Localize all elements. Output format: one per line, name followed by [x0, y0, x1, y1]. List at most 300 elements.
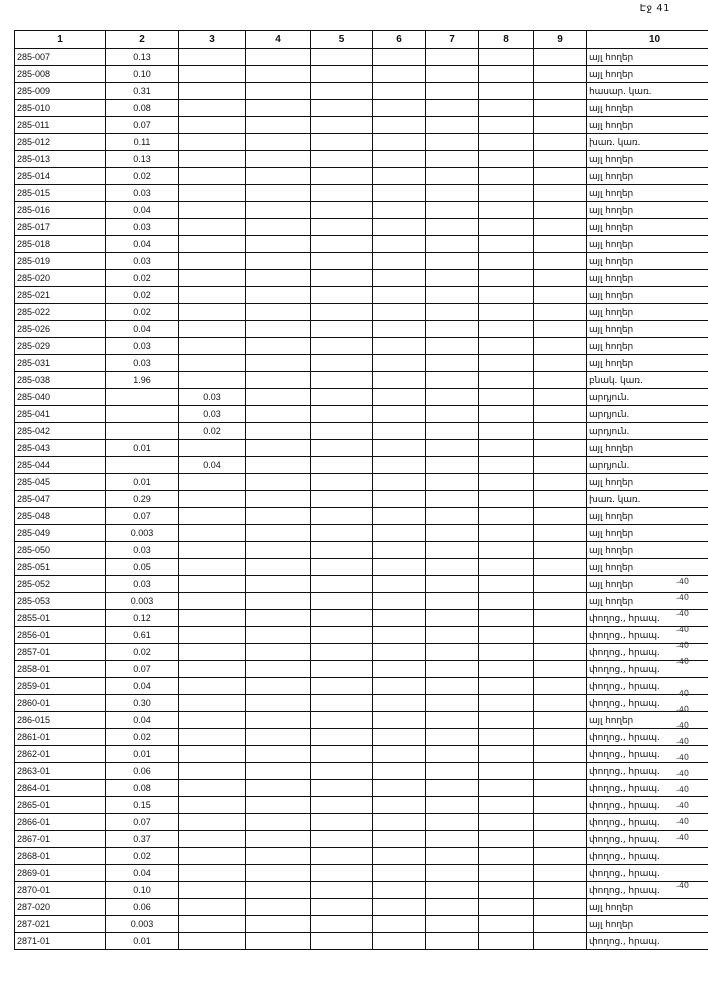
- cell-note: [587, 695, 708, 712]
- table-header: [15, 31, 708, 49]
- cell-col8: [479, 423, 534, 440]
- cell-col2: [106, 406, 179, 423]
- cell-col4: [246, 627, 311, 644]
- cell-col7: [426, 542, 479, 559]
- margin-note: -40: [675, 624, 690, 635]
- cell-col9: [534, 763, 587, 780]
- cell-col5: [311, 848, 373, 865]
- cell-code: 2865-01: [15, 797, 106, 814]
- cell-col2: 0.29: [106, 491, 179, 508]
- cell-col5: [311, 287, 373, 304]
- cell-code: 287-020: [15, 899, 106, 916]
- cell-col8: [479, 253, 534, 270]
- cell-col5: [311, 746, 373, 763]
- cell-col7: [426, 219, 479, 236]
- cell-col7: [426, 372, 479, 389]
- cell-col8: [479, 576, 534, 593]
- cell-col6: [373, 576, 426, 593]
- cell-col2: 0.03: [106, 576, 179, 593]
- note-text: խառ. կառ.: [589, 494, 641, 505]
- cell-col7: [426, 253, 479, 270]
- cell-col6: [373, 134, 426, 151]
- cell-col7: [426, 474, 479, 491]
- table-row: [15, 933, 708, 950]
- note-text: այլ հողեր: [589, 273, 634, 284]
- cell-col6: [373, 593, 426, 610]
- table-row: [15, 661, 708, 678]
- cell-col8: [479, 933, 534, 950]
- cell-col3: [179, 491, 246, 508]
- cell-note: [587, 624, 708, 644]
- table-row: [15, 253, 708, 270]
- cell-col2: 0.15: [106, 797, 179, 814]
- cell-col7: [426, 389, 479, 406]
- cell-col9: [534, 253, 587, 270]
- cell-col9: [534, 729, 587, 746]
- cell-col9: [534, 440, 587, 457]
- cell-col7: [426, 287, 479, 304]
- cell-col3: [179, 287, 246, 304]
- note-text: այլ հողեր: [589, 511, 634, 522]
- cell-code: 287-021: [15, 916, 106, 933]
- table-row: [15, 270, 708, 287]
- cell-col8: [479, 797, 534, 814]
- cell-col9: [534, 508, 587, 525]
- cell-code: 2861-01: [15, 729, 106, 746]
- cell-col5: [311, 49, 373, 66]
- note-text: այլ հողեր: [589, 715, 634, 726]
- column-header-5: 5: [311, 31, 373, 49]
- cell-code: 285-045: [15, 474, 106, 491]
- cell-col8: [479, 117, 534, 134]
- cell-col7: [426, 134, 479, 151]
- cell-col5: [311, 508, 373, 525]
- cell-note: [587, 236, 708, 253]
- table-row: [15, 491, 708, 508]
- cell-col7: [426, 916, 479, 933]
- cell-col2: 0.03: [106, 185, 179, 202]
- note-text: փողոց., հրապ.: [589, 800, 660, 811]
- column-header-3: 3: [179, 31, 246, 49]
- cell-col6: [373, 610, 426, 627]
- column-header-6: 6: [373, 31, 426, 49]
- cell-col5: [311, 491, 373, 508]
- cell-col6: [373, 389, 426, 406]
- cell-col7: [426, 593, 479, 610]
- cell-col8: [479, 644, 534, 661]
- cell-col7: [426, 627, 479, 644]
- table-row: [15, 457, 708, 474]
- cell-col6: [373, 831, 426, 848]
- cell-col9: [534, 593, 587, 610]
- cell-col2: 0.31: [106, 83, 179, 100]
- cell-col7: [426, 644, 479, 661]
- cell-note: [587, 610, 708, 627]
- margin-note: -40: [675, 640, 690, 651]
- cell-col7: [426, 151, 479, 168]
- table-row: [15, 559, 708, 576]
- note-text: այլ հողեր: [589, 239, 634, 250]
- cell-col4: [246, 406, 311, 423]
- cell-col7: [426, 508, 479, 525]
- cell-col2: 0.01: [106, 933, 179, 950]
- cell-col9: [534, 831, 587, 848]
- cell-col5: [311, 355, 373, 372]
- margin-note: -40: [675, 784, 690, 795]
- note-text: այլ հողեր: [589, 307, 634, 318]
- cell-col6: [373, 797, 426, 814]
- note-text: այլ հողեր: [589, 120, 634, 131]
- cell-code: 285-049: [15, 525, 106, 542]
- cell-col3: [179, 83, 246, 100]
- cell-col2: 0.07: [106, 661, 179, 678]
- cell-code: 285-020: [15, 270, 106, 287]
- note-text: այլ հողեր: [589, 324, 634, 335]
- cell-col7: [426, 559, 479, 576]
- note-text: փողոց., հրապ.: [589, 613, 660, 624]
- cell-code: 285-048: [15, 508, 106, 525]
- cell-col2: 0.003: [106, 593, 179, 610]
- cell-col9: [534, 848, 587, 865]
- cell-col5: [311, 219, 373, 236]
- cell-col2: 0.06: [106, 763, 179, 780]
- cell-col3: [179, 916, 246, 933]
- cell-code: 2860-01: [15, 695, 106, 712]
- note-text: այլ հողեր: [589, 358, 634, 369]
- cell-note: [587, 525, 708, 542]
- table-row: [15, 304, 708, 321]
- cell-col6: [373, 899, 426, 916]
- note-text: այլ հողեր: [589, 477, 634, 488]
- cell-col2: 0.12: [106, 610, 179, 627]
- cell-col6: [373, 304, 426, 321]
- cell-code: 285-008: [15, 66, 106, 83]
- cell-col3: [179, 185, 246, 202]
- note-text: այլ հողեր: [589, 69, 634, 80]
- cell-col5: [311, 661, 373, 678]
- cell-col3: [179, 559, 246, 576]
- cell-note: [587, 593, 708, 610]
- margin-note: -40: [675, 704, 690, 715]
- cell-col4: [246, 389, 311, 406]
- cell-col6: [373, 270, 426, 287]
- cell-code: 285-015: [15, 185, 106, 202]
- cell-col6: [373, 712, 426, 729]
- note-text: փողոց., հրապ.: [589, 664, 660, 675]
- cell-note: [587, 933, 708, 950]
- cell-col8: [479, 83, 534, 100]
- cell-col7: [426, 185, 479, 202]
- cell-col4: [246, 542, 311, 559]
- cell-col4: [246, 661, 311, 678]
- cell-col9: [534, 100, 587, 117]
- cell-col7: [426, 49, 479, 66]
- cell-note: [587, 831, 708, 848]
- cell-col5: [311, 576, 373, 593]
- cell-col8: [479, 780, 534, 797]
- cell-col9: [534, 882, 587, 899]
- column-header-10: 10: [587, 31, 708, 49]
- cell-note: [587, 491, 708, 508]
- cell-col3: [179, 644, 246, 661]
- cell-col4: [246, 457, 311, 474]
- cell-note: [587, 253, 708, 270]
- cell-note: [587, 678, 708, 695]
- cell-col4: [246, 338, 311, 355]
- cell-col8: [479, 831, 534, 848]
- cell-code: 2871-01: [15, 933, 106, 950]
- page-number-label: Էջ 41: [639, 3, 670, 14]
- cell-note: [587, 763, 708, 780]
- cell-col7: [426, 661, 479, 678]
- cell-code: 2863-01: [15, 763, 106, 780]
- cell-col7: [426, 712, 479, 729]
- cell-col6: [373, 746, 426, 763]
- cell-col8: [479, 593, 534, 610]
- cell-col6: [373, 474, 426, 491]
- note-text: այլ հողեր: [589, 919, 634, 930]
- cell-col9: [534, 457, 587, 474]
- note-text: փողոց., հրապ.: [589, 783, 660, 794]
- cell-col6: [373, 151, 426, 168]
- cell-code: 285-052: [15, 576, 106, 593]
- cell-col8: [479, 729, 534, 746]
- cell-note: [587, 134, 708, 151]
- cell-col8: [479, 848, 534, 865]
- cell-col5: [311, 559, 373, 576]
- cell-col3: [179, 66, 246, 83]
- cell-note: [587, 457, 708, 474]
- cell-col9: [534, 304, 587, 321]
- note-text: խառ. կառ.: [589, 137, 641, 148]
- cell-col4: [246, 491, 311, 508]
- cell-col9: [534, 270, 587, 287]
- cell-col3: [179, 117, 246, 134]
- cell-col3: [179, 100, 246, 117]
- table-row: [15, 372, 708, 389]
- cell-col8: [479, 321, 534, 338]
- cell-code: 2867-01: [15, 831, 106, 848]
- cell-col9: [534, 899, 587, 916]
- cell-col9: [534, 746, 587, 763]
- margin-note: -40: [675, 592, 690, 603]
- note-text: փողոց., հրապ.: [589, 749, 660, 760]
- cell-col6: [373, 933, 426, 950]
- cell-col6: [373, 219, 426, 236]
- cell-code: 2868-01: [15, 848, 106, 865]
- cell-col7: [426, 457, 479, 474]
- cell-code: 285-050: [15, 542, 106, 559]
- cell-col2: 0.07: [106, 814, 179, 831]
- cell-code: 285-021: [15, 287, 106, 304]
- cell-col9: [534, 712, 587, 729]
- cell-note: [587, 83, 708, 100]
- cell-col9: [534, 644, 587, 661]
- margin-note: -40: [675, 752, 690, 763]
- cell-col6: [373, 355, 426, 372]
- cell-col3: [179, 865, 246, 882]
- cell-col3: [179, 168, 246, 185]
- table-row: [15, 695, 708, 712]
- cell-col2: 0.04: [106, 712, 179, 729]
- cell-note: [587, 389, 708, 406]
- cell-col9: [534, 66, 587, 83]
- cell-note: [587, 508, 708, 525]
- cell-note: [587, 559, 708, 576]
- cell-code: 285-031: [15, 355, 106, 372]
- land-registry-table-wrapper: [14, 30, 672, 950]
- cell-col3: 0.03: [179, 389, 246, 406]
- cell-code: 285-041: [15, 406, 106, 423]
- cell-col6: [373, 236, 426, 253]
- cell-col7: [426, 610, 479, 627]
- cell-code: 285-022: [15, 304, 106, 321]
- table-row: [15, 236, 708, 253]
- cell-col3: [179, 814, 246, 831]
- table-row: [15, 440, 708, 457]
- cell-col7: [426, 491, 479, 508]
- cell-col5: [311, 593, 373, 610]
- cell-col4: [246, 151, 311, 168]
- cell-col6: [373, 372, 426, 389]
- table-header-row: [15, 31, 708, 49]
- cell-col9: [534, 933, 587, 950]
- cell-col9: [534, 576, 587, 593]
- cell-col5: [311, 678, 373, 695]
- cell-col2: 0.08: [106, 780, 179, 797]
- margin-note: -40: [675, 768, 690, 779]
- cell-col2: 0.02: [106, 270, 179, 287]
- cell-col3: [179, 933, 246, 950]
- cell-col9: [534, 49, 587, 66]
- cell-col5: [311, 338, 373, 355]
- cell-col4: [246, 508, 311, 525]
- cell-col4: [246, 270, 311, 287]
- cell-col7: [426, 865, 479, 882]
- cell-code: 2870-01: [15, 882, 106, 899]
- cell-code: 2857-01: [15, 644, 106, 661]
- note-text: արդյուն.: [589, 392, 630, 403]
- cell-note: [587, 899, 708, 916]
- cell-col8: [479, 695, 534, 712]
- cell-col5: [311, 933, 373, 950]
- cell-col9: [534, 610, 587, 627]
- cell-col8: [479, 508, 534, 525]
- cell-col3: 0.04: [179, 457, 246, 474]
- cell-col6: [373, 338, 426, 355]
- cell-col3: [179, 134, 246, 151]
- cell-col9: [534, 219, 587, 236]
- cell-note: [587, 542, 708, 559]
- cell-col2: 0.02: [106, 848, 179, 865]
- note-text: այլ հողեր: [589, 341, 634, 352]
- cell-col8: [479, 168, 534, 185]
- cell-col2: 0.03: [106, 542, 179, 559]
- cell-col5: [311, 831, 373, 848]
- cell-col3: [179, 474, 246, 491]
- note-text: արդյուն.: [589, 409, 630, 420]
- cell-code: 285-007: [15, 49, 106, 66]
- table-row: [15, 151, 708, 168]
- cell-col3: [179, 440, 246, 457]
- cell-note: [587, 49, 708, 66]
- note-text: փողոց., հրապ.: [589, 851, 660, 862]
- cell-col4: [246, 831, 311, 848]
- cell-col9: [534, 185, 587, 202]
- margin-note: -40: [675, 880, 690, 891]
- cell-col4: [246, 321, 311, 338]
- cell-col2: 1.96: [106, 372, 179, 389]
- table-row: [15, 185, 708, 202]
- cell-col4: [246, 372, 311, 389]
- cell-col4: [246, 202, 311, 219]
- cell-col7: [426, 236, 479, 253]
- cell-code: 285-013: [15, 151, 106, 168]
- cell-col4: [246, 66, 311, 83]
- table-row: [15, 168, 708, 185]
- cell-col4: [246, 814, 311, 831]
- cell-col2: [106, 389, 179, 406]
- note-text: այլ հողեր: [589, 290, 634, 301]
- cell-col5: [311, 814, 373, 831]
- cell-note: [587, 321, 708, 338]
- cell-col4: [246, 593, 311, 610]
- cell-col4: [246, 678, 311, 695]
- cell-col8: [479, 185, 534, 202]
- cell-note: [587, 848, 708, 865]
- cell-col8: [479, 49, 534, 66]
- cell-note: [587, 406, 708, 423]
- cell-col3: [179, 763, 246, 780]
- land-registry-table: [14, 30, 708, 950]
- cell-col3: [179, 695, 246, 712]
- cell-col3: [179, 678, 246, 695]
- cell-col4: [246, 780, 311, 797]
- cell-col3: [179, 236, 246, 253]
- cell-col4: [246, 287, 311, 304]
- note-text: արդյուն.: [589, 426, 630, 437]
- cell-col7: [426, 814, 479, 831]
- cell-col9: [534, 780, 587, 797]
- cell-col9: [534, 423, 587, 440]
- table-row: [15, 831, 708, 848]
- cell-note: [587, 712, 708, 729]
- cell-col2: 0.02: [106, 729, 179, 746]
- cell-col5: [311, 627, 373, 644]
- note-text: բնակ. կառ.: [589, 375, 643, 386]
- cell-col6: [373, 406, 426, 423]
- margin-note: -40: [675, 720, 690, 731]
- cell-col4: [246, 695, 311, 712]
- cell-col8: [479, 746, 534, 763]
- cell-code: 285-016: [15, 202, 106, 219]
- margin-note: -40: [675, 688, 690, 699]
- cell-col8: [479, 882, 534, 899]
- cell-col7: [426, 168, 479, 185]
- cell-col2: 0.13: [106, 49, 179, 66]
- cell-col3: [179, 576, 246, 593]
- cell-col3: [179, 49, 246, 66]
- cell-col8: [479, 219, 534, 236]
- cell-col3: [179, 321, 246, 338]
- cell-col5: [311, 797, 373, 814]
- note-text: փողոց., հրապ.: [589, 834, 660, 845]
- cell-col8: [479, 338, 534, 355]
- table-row: [15, 763, 708, 780]
- cell-code: 285-026: [15, 321, 106, 338]
- cell-col5: [311, 236, 373, 253]
- cell-col9: [534, 151, 587, 168]
